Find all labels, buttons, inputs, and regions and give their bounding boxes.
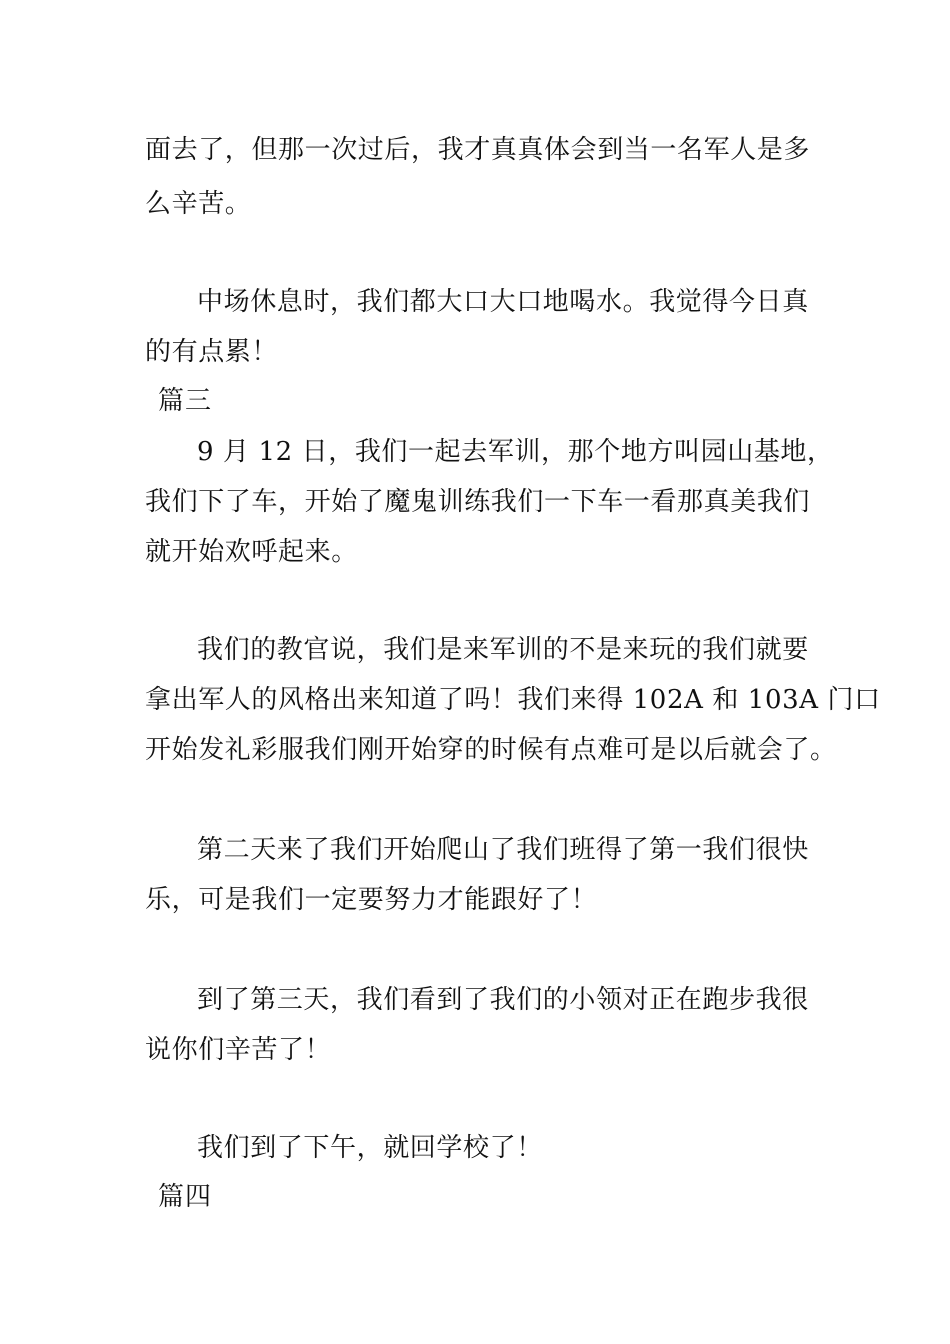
paragraph-2-line-1: 中场休息时，我们都大口大口地喝水。我觉得今日真 [197,287,809,317]
paragraph-3-line-3: 就开始欢呼起来。 [145,537,358,567]
paragraph-1-line-2: 么辛苦。 [145,189,252,219]
paragraph-4-line-3: 开始发礼彩服我们刚开始穿的时候有点难可是以后就会了。 [145,735,837,765]
paragraph-3-line-1: 9 月 12 日，我们一起去军训，那个地方叫园山基地， [197,437,834,467]
paragraph-5-line-1: 第二天来了我们开始爬山了我们班得了第一我们很快 [197,835,809,865]
section-heading-3: 篇三 [158,386,213,416]
paragraph-5-line-2: 乐，可是我们一定要努力才能跟好了！ [145,885,598,915]
paragraph-1-line-1: 面去了，但那一次过后，我才真真体会到当一名军人是多 [145,135,811,165]
paragraph-6-line-1: 到了第三天，我们看到了我们的小领对正在跑步我很 [197,985,809,1015]
paragraph-7-line-1: 我们到了下午，就回学校了！ [197,1133,543,1163]
section-heading-4: 篇四 [158,1182,213,1212]
paragraph-4-line-2: 拿出军人的风格出来知道了吗！我们来得 102A 和 103A 门口 [145,685,881,715]
paragraph-3-line-2: 我们下了车，开始了魔鬼训练我们一下车一看那真美我们 [145,487,811,517]
paragraph-6-line-2: 说你们辛苦了！ [145,1035,332,1065]
paragraph-4-line-1: 我们的教官说，我们是来军训的不是来玩的我们就要 [197,635,809,665]
paragraph-2-line-2: 的有点累！ [145,337,279,367]
